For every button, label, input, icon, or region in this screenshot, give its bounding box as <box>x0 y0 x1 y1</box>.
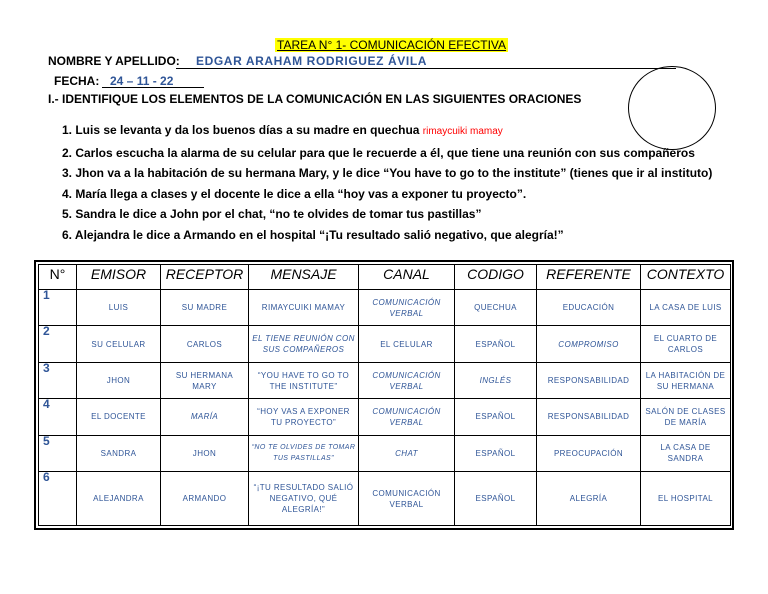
cell-receptor: SU MADRE <box>161 290 249 326</box>
sentence-list <box>62 120 752 246</box>
row-number: 2 <box>39 326 77 362</box>
cell-codigo: ESPAÑOL <box>455 326 537 362</box>
cell-contexto: LA CASA DE LUIS <box>641 290 731 326</box>
cell-receptor: SU HERMANA MARY <box>161 362 249 398</box>
cell-contexto: LA CASA DE SANDRA <box>641 435 731 471</box>
cell-codigo: QUECHUA <box>455 290 537 326</box>
sentence-note: rimaycuiki mamay <box>422 126 503 137</box>
header-referente: REFERENTE <box>537 265 641 290</box>
cell-emisor: SU CELULAR <box>77 326 161 362</box>
elements-table-frame <box>34 260 734 530</box>
cell-canal: COMUNICACIÓN VERBAL <box>359 290 455 326</box>
name-underline <box>176 68 676 69</box>
cell-canal: COMUNICACIÓN VERBAL <box>359 399 455 435</box>
student-name: EDGAR ARAHAM RODRIGUEZ ÁVILA <box>196 54 428 68</box>
cell-canal: EL CELULAR <box>359 326 455 362</box>
cell-emisor: SANDRA <box>77 435 161 471</box>
cell-receptor: CARLOS <box>161 326 249 362</box>
row-number: 3 <box>39 362 77 398</box>
date-value: 24 – 11 - 22 <box>110 74 174 88</box>
row-number: 6 <box>39 472 77 526</box>
row-number: 1 <box>39 290 77 326</box>
cell-mensaje: RIMAYCUIKI MAMAY <box>249 290 359 326</box>
header-mensaje: MENSAJE <box>249 265 359 290</box>
cell-receptor: JHON <box>161 435 249 471</box>
cell-contexto: EL HOSPITAL <box>641 472 731 526</box>
row-number: 5 <box>39 435 77 471</box>
cell-mensaje: “YOU HAVE TO GO TO THE INSTITUTE” <box>249 362 359 398</box>
cell-mensaje: EL TIENE REUNIÓN CON SUS COMPAÑEROS <box>249 326 359 362</box>
sentence-item <box>62 143 752 164</box>
cell-referente: RESPONSABILIDAD <box>537 362 641 398</box>
cell-receptor: ARMANDO <box>161 472 249 526</box>
cell-emisor: EL DOCENTE <box>77 399 161 435</box>
sentence-item <box>62 184 752 205</box>
cell-codigo: INGLÉS <box>455 362 537 398</box>
header-canal: CANAL <box>359 265 455 290</box>
sentence-item <box>62 225 752 246</box>
cell-mensaje: “NO TE OLVIDES DE TOMAR TUS PASTILLAS” <box>249 435 359 471</box>
table-row <box>39 472 731 526</box>
cell-contexto: EL CUARTO DE CARLOS <box>641 326 731 362</box>
cell-emisor: JHON <box>77 362 161 398</box>
row-number: 4 <box>39 399 77 435</box>
cell-canal: COMUNICACIÓN VERBAL <box>359 472 455 526</box>
sentence-text: 5. Sandra le dice a John por el chat, “no te olvides de tomar tus pastillas” <box>62 207 482 222</box>
sentence-text: 4. María llega a clases y el docente le dice a ella “hoy vas a exponer tu proyecto”. <box>62 186 527 201</box>
sentence-text: 6. Alejandra le dice a Armando en el hospital “¡Tu resultado salió negativo, que alegría!” <box>62 227 564 242</box>
cell-referente: RESPONSABILIDAD <box>537 399 641 435</box>
cell-contexto: SALÓN DE CLASES DE MARÍA <box>641 399 731 435</box>
name-label: NOMBRE Y APELLIDO: <box>48 54 180 68</box>
sentence-item <box>62 204 752 225</box>
cell-mensaje: “HOY VAS A EXPONER TU PROYECTO” <box>249 399 359 435</box>
table-row <box>39 399 731 435</box>
elements-table <box>38 264 731 526</box>
sentence-text: 2. Carlos escucha la alarma de su celular para que le recuerde a él, que tiene una reunión con sus compañeros <box>62 145 695 160</box>
cell-referente: ALEGRÍA <box>537 472 641 526</box>
header-contexto: CONTEXTO <box>641 265 731 290</box>
sentence-item <box>62 120 752 143</box>
header-codigo: CODIGO <box>455 265 537 290</box>
cell-referente: EDUCACIÓN <box>537 290 641 326</box>
table-row <box>39 326 731 362</box>
table-row <box>39 290 731 326</box>
cell-codigo: ESPAÑOL <box>455 472 537 526</box>
table-header-row <box>39 265 731 290</box>
cell-receptor: MARÍA <box>161 399 249 435</box>
cell-referente: COMPROMISO <box>537 326 641 362</box>
cell-emisor: ALEJANDRA <box>77 472 161 526</box>
cell-emisor: LUIS <box>77 290 161 326</box>
cell-canal: CHAT <box>359 435 455 471</box>
table-row <box>39 362 731 398</box>
header-receptor: RECEPTOR <box>161 265 249 290</box>
assignment-title: TAREA N° 1- COMUNICACIÓN EFECTIVA <box>277 38 507 52</box>
cell-canal: COMUNICACIÓN VERBAL <box>359 362 455 398</box>
sentence-text: 1. Luis se levanta y da los buenos días a su madre en quechua <box>62 123 423 137</box>
cell-referente: PREOCUPACIÓN <box>537 435 641 471</box>
sentence-text: 3. Jhon va a la habitación de su hermana Mary, y le dice “You have to go to the institute” (tienes que ir al instituto) <box>62 166 713 181</box>
date-label: FECHA: <box>54 74 100 88</box>
cell-mensaje: “¡TU RESULTADO SALIÓ NEGATIVO, QUÉ ALEGRÍA!” <box>249 472 359 526</box>
cell-contexto: LA HABITACIÓN DE SU HERMANA <box>641 362 731 398</box>
sentence-item <box>62 163 752 184</box>
section-heading: I.- IDENTIFIQUE LOS ELEMENTOS DE LA COMUNICACIÓN EN LAS SIGUIENTES ORACIONES <box>48 92 582 106</box>
header-n: N° <box>39 265 77 290</box>
cell-codigo: ESPAÑOL <box>455 435 537 471</box>
cell-codigo: ESPAÑOL <box>455 399 537 435</box>
header-emisor: EMISOR <box>77 265 161 290</box>
table-row <box>39 435 731 471</box>
